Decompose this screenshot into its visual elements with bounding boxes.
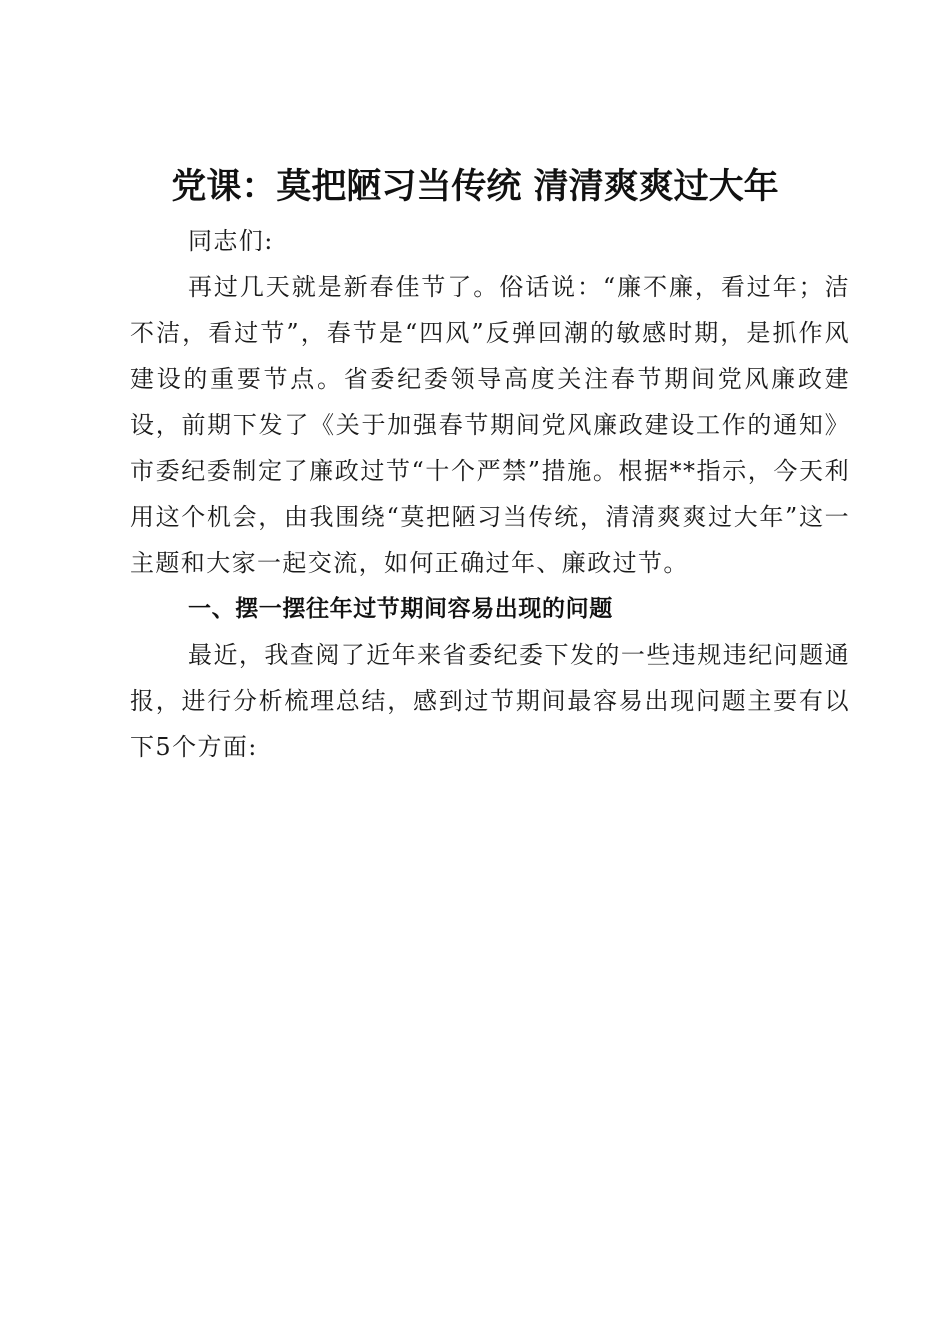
paragraph-intro: 再过几天就是新春佳节了。俗话说：“廉不廉，看过年；洁不洁，看过节”，春节是“四风”反弹回潮的敏感时期，是抓作风建设的重要节点。省委纪委领导高度关注春节期间党风廉政建设，前期下发了《关于加强春节期间党风廉政建设工作的通知》市委纪委制定了廉政过节“十个严禁”措施。根据**指示，今天利用这个机会，由我围绕“莫把陋习当传统，清清爽爽过大年”这一主题和大家一起交流，如何正确过年、廉政过节。 — [130, 273, 850, 577]
section-heading-1: 一、摆一摆往年过节期间容易出现的问题 — [188, 596, 613, 622]
document-title: 党课：莫把陋习当传统 清清爽爽过大年 — [171, 166, 779, 207]
paragraph-section-1: 最近，我查阅了近年来省委纪委下发的一些违规违纪问题通报，进行分析梳理总结，感到过节期间最容易出现问题主要有以下5个方面: — [130, 641, 850, 761]
salutation: 同志们: — [188, 227, 274, 255]
